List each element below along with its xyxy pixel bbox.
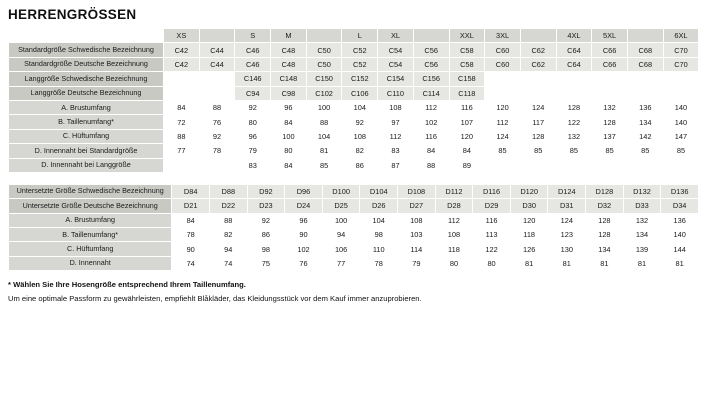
cell: 108 xyxy=(398,213,436,227)
cell: C68 xyxy=(627,57,663,71)
cell: D31 xyxy=(548,199,586,213)
cell: 136 xyxy=(661,213,699,227)
cell: D23 xyxy=(247,199,285,213)
cell: 80 xyxy=(271,144,307,158)
cell: 112 xyxy=(413,100,449,114)
cell: 116 xyxy=(413,129,449,143)
table-row xyxy=(9,72,699,86)
cell: 126 xyxy=(510,242,548,256)
cell: 128 xyxy=(520,129,556,143)
cell: 89 xyxy=(449,158,485,172)
cell xyxy=(520,72,556,86)
cell: C94 xyxy=(235,86,271,100)
cell: 85 xyxy=(663,144,699,158)
cell: 72 xyxy=(164,115,200,129)
cell: 112 xyxy=(485,115,521,129)
row-label: C. Hüftumfang xyxy=(9,129,164,143)
cell: C46 xyxy=(235,57,271,71)
cell: 128 xyxy=(586,213,624,227)
cell: 78 xyxy=(172,228,210,242)
cell: 84 xyxy=(413,144,449,158)
cell: 85 xyxy=(485,144,521,158)
cell: 113 xyxy=(473,228,511,242)
cell: 106 xyxy=(322,242,360,256)
table-row xyxy=(9,228,699,242)
table-row xyxy=(9,158,699,172)
row-label: B. Taillenumfang* xyxy=(9,115,164,129)
cell: C56 xyxy=(413,57,449,71)
cell: C114 xyxy=(413,86,449,100)
cell: D88 xyxy=(209,184,247,198)
cell: 144 xyxy=(661,242,699,256)
table-row xyxy=(9,242,699,256)
cell: 79 xyxy=(398,256,436,270)
cell xyxy=(164,72,200,86)
cell: 124 xyxy=(520,100,556,114)
cell: 94 xyxy=(209,242,247,256)
cell: D27 xyxy=(398,199,436,213)
cell: C54 xyxy=(378,43,414,57)
cell: 140 xyxy=(663,100,699,114)
cell: C60 xyxy=(485,57,521,71)
cell: 76 xyxy=(199,115,235,129)
cell: C152 xyxy=(342,72,378,86)
cell: D124 xyxy=(548,184,586,198)
header-corner xyxy=(9,29,164,43)
header-blank-5 xyxy=(627,29,663,43)
cell: C42 xyxy=(164,43,200,57)
cell: 128 xyxy=(586,228,624,242)
row-label: B. Taillenumfang* xyxy=(9,228,172,242)
cell: C46 xyxy=(235,43,271,57)
cell: 139 xyxy=(623,242,661,256)
header-blank-2 xyxy=(306,29,342,43)
cell: 84 xyxy=(271,115,307,129)
cell: 98 xyxy=(360,228,398,242)
cell: C98 xyxy=(271,86,307,100)
cell: 82 xyxy=(342,144,378,158)
cell: 103 xyxy=(398,228,436,242)
cell: 88 xyxy=(413,158,449,172)
cell: 102 xyxy=(285,242,323,256)
cell: 104 xyxy=(360,213,398,227)
cell: 80 xyxy=(435,256,473,270)
cell xyxy=(164,158,200,172)
cell xyxy=(199,158,235,172)
row-label: D. Innennaht bei Langgröße xyxy=(9,158,164,172)
cell: 96 xyxy=(285,213,323,227)
cell: D132 xyxy=(623,184,661,198)
cell: 85 xyxy=(592,144,628,158)
cell: 88 xyxy=(209,213,247,227)
cell: D96 xyxy=(285,184,323,198)
row-label: C. Hüftumfang xyxy=(9,242,172,256)
cell xyxy=(592,86,628,100)
cell: 82 xyxy=(209,228,247,242)
cell: C118 xyxy=(449,86,485,100)
cell: C110 xyxy=(378,86,414,100)
cell: C44 xyxy=(199,57,235,71)
cell: C48 xyxy=(271,57,307,71)
cell: C52 xyxy=(342,43,378,57)
cell: 132 xyxy=(623,213,661,227)
cell: 74 xyxy=(209,256,247,270)
cell: 140 xyxy=(663,115,699,129)
cell: 140 xyxy=(661,228,699,242)
cell: 75 xyxy=(247,256,285,270)
cell: 96 xyxy=(271,100,307,114)
header-xl: XL xyxy=(378,29,414,43)
table-row xyxy=(9,115,699,129)
header-blank-4 xyxy=(520,29,556,43)
cell: 112 xyxy=(435,213,473,227)
cell: C50 xyxy=(306,57,342,71)
cell xyxy=(627,86,663,100)
cell: D34 xyxy=(661,199,699,213)
cell: 81 xyxy=(623,256,661,270)
cell: 81 xyxy=(306,144,342,158)
cell: 88 xyxy=(164,129,200,143)
row-label: D. Innennaht bei Standardgröße xyxy=(9,144,164,158)
cell: C146 xyxy=(235,72,271,86)
cell: 134 xyxy=(586,242,624,256)
cell xyxy=(663,72,699,86)
cell: 104 xyxy=(342,100,378,114)
cell: D26 xyxy=(360,199,398,213)
row-label: Untersetzte Größe Deutsche Bezeichnung xyxy=(9,199,172,213)
table-row xyxy=(9,100,699,114)
cell: 80 xyxy=(473,256,511,270)
cell: 84 xyxy=(172,213,210,227)
cell: 147 xyxy=(663,129,699,143)
cell: 102 xyxy=(413,115,449,129)
cell: 84 xyxy=(164,100,200,114)
table-gap xyxy=(0,173,706,184)
cell: 132 xyxy=(592,100,628,114)
cell: 116 xyxy=(473,213,511,227)
cell xyxy=(485,158,521,172)
cell: 86 xyxy=(342,158,378,172)
table-row xyxy=(9,256,699,270)
table-row xyxy=(9,184,699,198)
cell: 117 xyxy=(520,115,556,129)
cell: 118 xyxy=(435,242,473,256)
cell: 123 xyxy=(548,228,586,242)
cell: D30 xyxy=(510,199,548,213)
cell xyxy=(485,72,521,86)
cell: D21 xyxy=(172,199,210,213)
header-blank-1 xyxy=(199,29,235,43)
header-6xl: 6XL xyxy=(663,29,699,43)
cell: 112 xyxy=(378,129,414,143)
cell: C62 xyxy=(520,43,556,57)
cell: C54 xyxy=(378,57,414,71)
cell: C58 xyxy=(449,43,485,57)
cell: D25 xyxy=(322,199,360,213)
row-label: A. Brustumfang xyxy=(9,213,172,227)
cell: 122 xyxy=(473,242,511,256)
cell xyxy=(556,72,592,86)
cell: D108 xyxy=(398,184,436,198)
table-row xyxy=(9,213,699,227)
cell: 122 xyxy=(556,115,592,129)
header-m: M xyxy=(271,29,307,43)
header-3xl: 3XL xyxy=(485,29,521,43)
cell: 85 xyxy=(627,144,663,158)
cell: C58 xyxy=(449,57,485,71)
cell xyxy=(485,86,521,100)
cell: 85 xyxy=(306,158,342,172)
cell: 88 xyxy=(199,100,235,114)
cell: D32 xyxy=(586,199,624,213)
cell: 100 xyxy=(322,213,360,227)
cell: 96 xyxy=(235,129,271,143)
cell: 108 xyxy=(342,129,378,143)
row-label: Standardgröße Schwedische Bezeichnung xyxy=(9,43,164,57)
cell: 124 xyxy=(548,213,586,227)
cell: 132 xyxy=(556,129,592,143)
header-s: S xyxy=(235,29,271,43)
header-4xl: 4XL xyxy=(556,29,592,43)
table-row xyxy=(9,57,699,71)
header-l: L xyxy=(342,29,378,43)
cell: D100 xyxy=(322,184,360,198)
cell xyxy=(199,86,235,100)
cell: 81 xyxy=(586,256,624,270)
mens-standard-size-table xyxy=(8,28,699,173)
cell: C158 xyxy=(449,72,485,86)
cell: 100 xyxy=(271,129,307,143)
cell: 81 xyxy=(548,256,586,270)
cell: C150 xyxy=(306,72,342,86)
cell xyxy=(199,72,235,86)
cell: 84 xyxy=(449,144,485,158)
cell: 85 xyxy=(556,144,592,158)
cell xyxy=(663,158,699,172)
cell: 118 xyxy=(510,228,548,242)
cell: 142 xyxy=(627,129,663,143)
cell xyxy=(627,158,663,172)
cell: 83 xyxy=(378,144,414,158)
header-5xl: 5XL xyxy=(592,29,628,43)
table-row xyxy=(9,43,699,57)
cell: D28 xyxy=(435,199,473,213)
row-label: Untersetzte Größe Schwedische Bezeichnung xyxy=(9,184,172,198)
cell: C106 xyxy=(342,86,378,100)
cell: 110 xyxy=(360,242,398,256)
cell: 85 xyxy=(520,144,556,158)
cell: 83 xyxy=(235,158,271,172)
cell xyxy=(556,158,592,172)
cell: 107 xyxy=(449,115,485,129)
page-title: HERRENGRÖSSEN xyxy=(8,7,137,22)
cell: 137 xyxy=(592,129,628,143)
cell: C62 xyxy=(520,57,556,71)
table-header-row xyxy=(9,29,699,43)
cell: 128 xyxy=(592,115,628,129)
cell: C66 xyxy=(592,43,628,57)
cell: 98 xyxy=(247,242,285,256)
cell: C102 xyxy=(306,86,342,100)
cell: 80 xyxy=(235,115,271,129)
cell: C70 xyxy=(663,43,699,57)
row-label: D. Innennaht xyxy=(9,256,172,270)
cell: C48 xyxy=(271,43,307,57)
cell: C66 xyxy=(592,57,628,71)
cell: C52 xyxy=(342,57,378,71)
cell: 90 xyxy=(172,242,210,256)
cell xyxy=(627,72,663,86)
table-row xyxy=(9,199,699,213)
cell: 94 xyxy=(322,228,360,242)
cell: C70 xyxy=(663,57,699,71)
cell: 114 xyxy=(398,242,436,256)
cell xyxy=(520,86,556,100)
cell: C56 xyxy=(413,43,449,57)
cell: 78 xyxy=(199,144,235,158)
cell: 90 xyxy=(285,228,323,242)
cell: 78 xyxy=(360,256,398,270)
cell: D112 xyxy=(435,184,473,198)
row-label: A. Brustumfang xyxy=(9,100,164,114)
row-label: Langgröße Schwedische Bezeichnung xyxy=(9,72,164,86)
cell: 77 xyxy=(164,144,200,158)
cell: 136 xyxy=(627,100,663,114)
cell: 87 xyxy=(378,158,414,172)
footnote-waist: * Wählen Sie Ihre Hosengröße entsprechend Ihrem Taillenumfang. xyxy=(8,280,246,290)
cell xyxy=(556,86,592,100)
cell: 120 xyxy=(510,213,548,227)
cell: C156 xyxy=(413,72,449,86)
cell: 77 xyxy=(322,256,360,270)
row-label: Langgröße Deutsche Bezeichnung xyxy=(9,86,164,100)
cell: D29 xyxy=(473,199,511,213)
cell: D120 xyxy=(510,184,548,198)
cell: D33 xyxy=(623,199,661,213)
cell: 81 xyxy=(661,256,699,270)
cell: D24 xyxy=(285,199,323,213)
cell: 76 xyxy=(285,256,323,270)
cell: D92 xyxy=(247,184,285,198)
table-row xyxy=(9,144,699,158)
cell xyxy=(520,158,556,172)
row-label: Standardgröße Deutsche Bezeichnung xyxy=(9,57,164,71)
mens-short-size-table xyxy=(8,184,699,271)
cell: 84 xyxy=(271,158,307,172)
cell: C68 xyxy=(627,43,663,57)
cell: 92 xyxy=(247,213,285,227)
cell: C60 xyxy=(485,43,521,57)
cell: 120 xyxy=(449,129,485,143)
cell: 92 xyxy=(199,129,235,143)
cell: 130 xyxy=(548,242,586,256)
cell: D128 xyxy=(586,184,624,198)
cell: 134 xyxy=(627,115,663,129)
cell: D104 xyxy=(360,184,398,198)
cell: C64 xyxy=(556,43,592,57)
header-blank-3 xyxy=(413,29,449,43)
table-row xyxy=(9,129,699,143)
header-xs: XS xyxy=(164,29,200,43)
cell: 81 xyxy=(510,256,548,270)
cell: 79 xyxy=(235,144,271,158)
cell: 88 xyxy=(306,115,342,129)
cell: D84 xyxy=(172,184,210,198)
cell: C50 xyxy=(306,43,342,57)
cell: C64 xyxy=(556,57,592,71)
cell: 108 xyxy=(435,228,473,242)
cell: C148 xyxy=(271,72,307,86)
cell: 97 xyxy=(378,115,414,129)
cell: 74 xyxy=(172,256,210,270)
cell: 100 xyxy=(306,100,342,114)
cell: 116 xyxy=(449,100,485,114)
cell xyxy=(164,86,200,100)
cell: D116 xyxy=(473,184,511,198)
cell: C44 xyxy=(199,43,235,57)
cell: 108 xyxy=(378,100,414,114)
cell: 86 xyxy=(247,228,285,242)
cell: D136 xyxy=(661,184,699,198)
footnote-fit: Um eine optimale Passform zu gewährleisten, empfiehlt Blåkläder, das Kleidungsstück vor dem Kauf immer anzuprobieren. xyxy=(8,294,422,304)
cell: C154 xyxy=(378,72,414,86)
cell xyxy=(592,72,628,86)
cell: 92 xyxy=(342,115,378,129)
cell: 92 xyxy=(235,100,271,114)
cell: 104 xyxy=(306,129,342,143)
cell: D22 xyxy=(209,199,247,213)
table-row xyxy=(9,86,699,100)
cell xyxy=(663,86,699,100)
cell: 124 xyxy=(485,129,521,143)
cell: 134 xyxy=(623,228,661,242)
cell: 128 xyxy=(556,100,592,114)
cell: C42 xyxy=(164,57,200,71)
header-xxl: XXL xyxy=(449,29,485,43)
cell xyxy=(592,158,628,172)
cell: 120 xyxy=(485,100,521,114)
